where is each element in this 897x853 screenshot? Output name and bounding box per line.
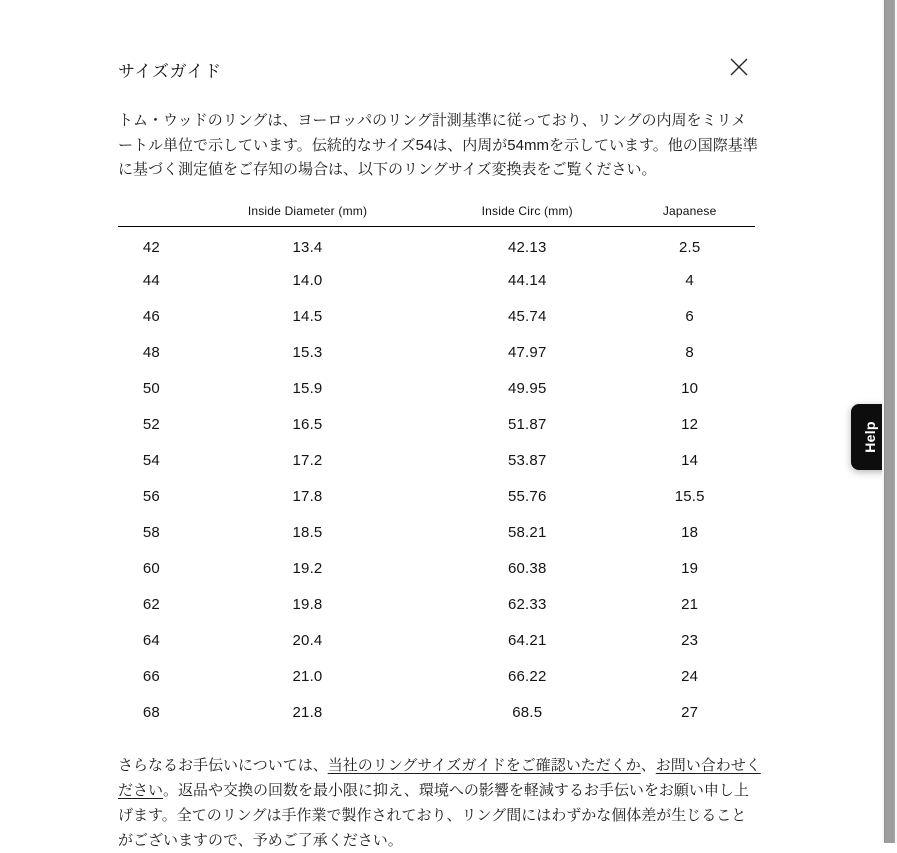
table-cell: 6 <box>685 307 694 325</box>
ring-size-table <box>118 204 755 731</box>
table-cell: 68 <box>142 703 160 721</box>
help-tab-label: Help <box>862 421 879 453</box>
table-header-cell: Japanese <box>662 203 717 218</box>
footer-closing: 。返品や交換の回数を最小限に抑え、環境への影響を軽減するお手伝いをお願い申し上げます。全てのリングは手作業で製作されており、リング間にはわずかな個体差が生じることがございますので、予めご了承ください。 <box>118 782 749 849</box>
scrollbar-thumb[interactable] <box>884 0 895 843</box>
close-icon <box>728 56 750 78</box>
modal-title: サイズガイド <box>118 62 222 81</box>
close-button[interactable] <box>724 52 754 82</box>
table-cell: 56 <box>142 487 160 505</box>
table-header-cell <box>118 204 185 227</box>
table-row <box>118 622 755 658</box>
table-cell: 48 <box>142 343 160 361</box>
table-cell: 42.13 <box>507 238 547 256</box>
table-cell: 21 <box>681 595 699 613</box>
footer-text <box>118 753 761 853</box>
ring-size-guide-link[interactable]: 当社のリングサイズガイドをご確認いただくか <box>327 757 641 774</box>
table-cell: 47.97 <box>507 343 547 361</box>
table-cell: 42 <box>142 238 160 256</box>
table-row <box>118 262 755 298</box>
table-cell: 17.2 <box>292 451 323 469</box>
table-row <box>118 406 755 442</box>
table-cell: 49.95 <box>507 379 547 397</box>
table-cell: 15.3 <box>292 343 323 361</box>
table-header-cell: Inside Diameter (mm) <box>247 203 368 218</box>
table-row <box>118 694 755 730</box>
table-cell: 44.14 <box>507 271 547 289</box>
table-row <box>118 658 755 694</box>
table-cell: 19.8 <box>292 595 323 613</box>
table-cell: 64 <box>142 631 160 649</box>
table-cell: 18 <box>681 523 699 541</box>
footer-separator: 、 <box>640 757 656 774</box>
footer-intro: さらなるお手伝いについては、 <box>118 757 328 774</box>
table-cell: 19 <box>681 559 699 577</box>
table-cell: 68.5 <box>512 703 543 721</box>
table-cell: 14 <box>681 451 699 469</box>
table-cell: 62 <box>142 595 160 613</box>
table-row <box>118 226 755 262</box>
table-header-cell: Inside Circ (mm) <box>481 203 573 218</box>
table-cell: 45.74 <box>507 307 547 325</box>
table-cell: 15.5 <box>674 487 705 505</box>
table-row <box>118 586 755 622</box>
table-cell: 21.8 <box>292 703 323 721</box>
table-row <box>118 514 755 550</box>
table-cell: 4 <box>685 271 694 289</box>
table-cell: 20.4 <box>292 631 323 649</box>
table-cell: 14.5 <box>292 307 323 325</box>
table-cell: 60.38 <box>507 559 547 577</box>
table-cell: 14.0 <box>292 271 323 289</box>
table-cell: 8 <box>685 343 694 361</box>
table-cell: 23 <box>681 631 699 649</box>
table-cell: 54 <box>142 451 160 469</box>
table-cell: 15.9 <box>292 379 323 397</box>
table-header <box>118 204 755 227</box>
table-row <box>118 478 755 514</box>
table-cell: 16.5 <box>292 415 323 433</box>
table-row <box>118 334 755 370</box>
table-cell: 58 <box>142 523 160 541</box>
scrollbar-track[interactable] <box>882 0 897 843</box>
size-guide-modal <box>118 0 761 853</box>
size-guide-description: トム・ウッドのリングは、ヨーロッパのリング計測基準に従っており、リングの内周をミリメートル単位で示しています。伝統的なサイズ54は、内周が54mmを示しています。他の国際基準に基づく測定値をご存知の場合は、以下のリングサイズ変換表をご覧ください。 <box>118 112 758 178</box>
table-cell: 44 <box>142 271 160 289</box>
table-cell: 51.87 <box>507 415 547 433</box>
table-header-row <box>118 204 755 227</box>
table-row <box>118 442 755 478</box>
table-cell: 27 <box>681 703 699 721</box>
table-cell: 50 <box>142 379 160 397</box>
table-cell: 13.4 <box>292 238 323 256</box>
table-cell: 52 <box>142 415 160 433</box>
table-cell: 60 <box>142 559 160 577</box>
table-cell: 58.21 <box>507 523 547 541</box>
table-cell: 66 <box>142 667 160 685</box>
table-cell: 55.76 <box>507 487 547 505</box>
table-cell: 62.33 <box>507 595 547 613</box>
table-cell: 46 <box>142 307 160 325</box>
table-cell: 19.2 <box>292 559 323 577</box>
size-table-body <box>118 226 755 730</box>
table-cell: 53.87 <box>507 451 547 469</box>
table-cell: 10 <box>681 379 699 397</box>
table-row <box>118 298 755 334</box>
table-cell: 18.5 <box>292 523 323 541</box>
table-cell: 66.22 <box>507 667 547 685</box>
table-row <box>118 550 755 586</box>
table-cell: 2.5 <box>678 238 701 256</box>
table-cell: 24 <box>681 667 699 685</box>
table-cell: 21.0 <box>292 667 323 685</box>
table-cell: 12 <box>681 415 699 433</box>
contact-link[interactable]: お問い合わせください <box>118 757 761 799</box>
table-row <box>118 370 755 406</box>
table-cell: 64.21 <box>507 631 547 649</box>
table-cell: 17.8 <box>292 487 323 505</box>
